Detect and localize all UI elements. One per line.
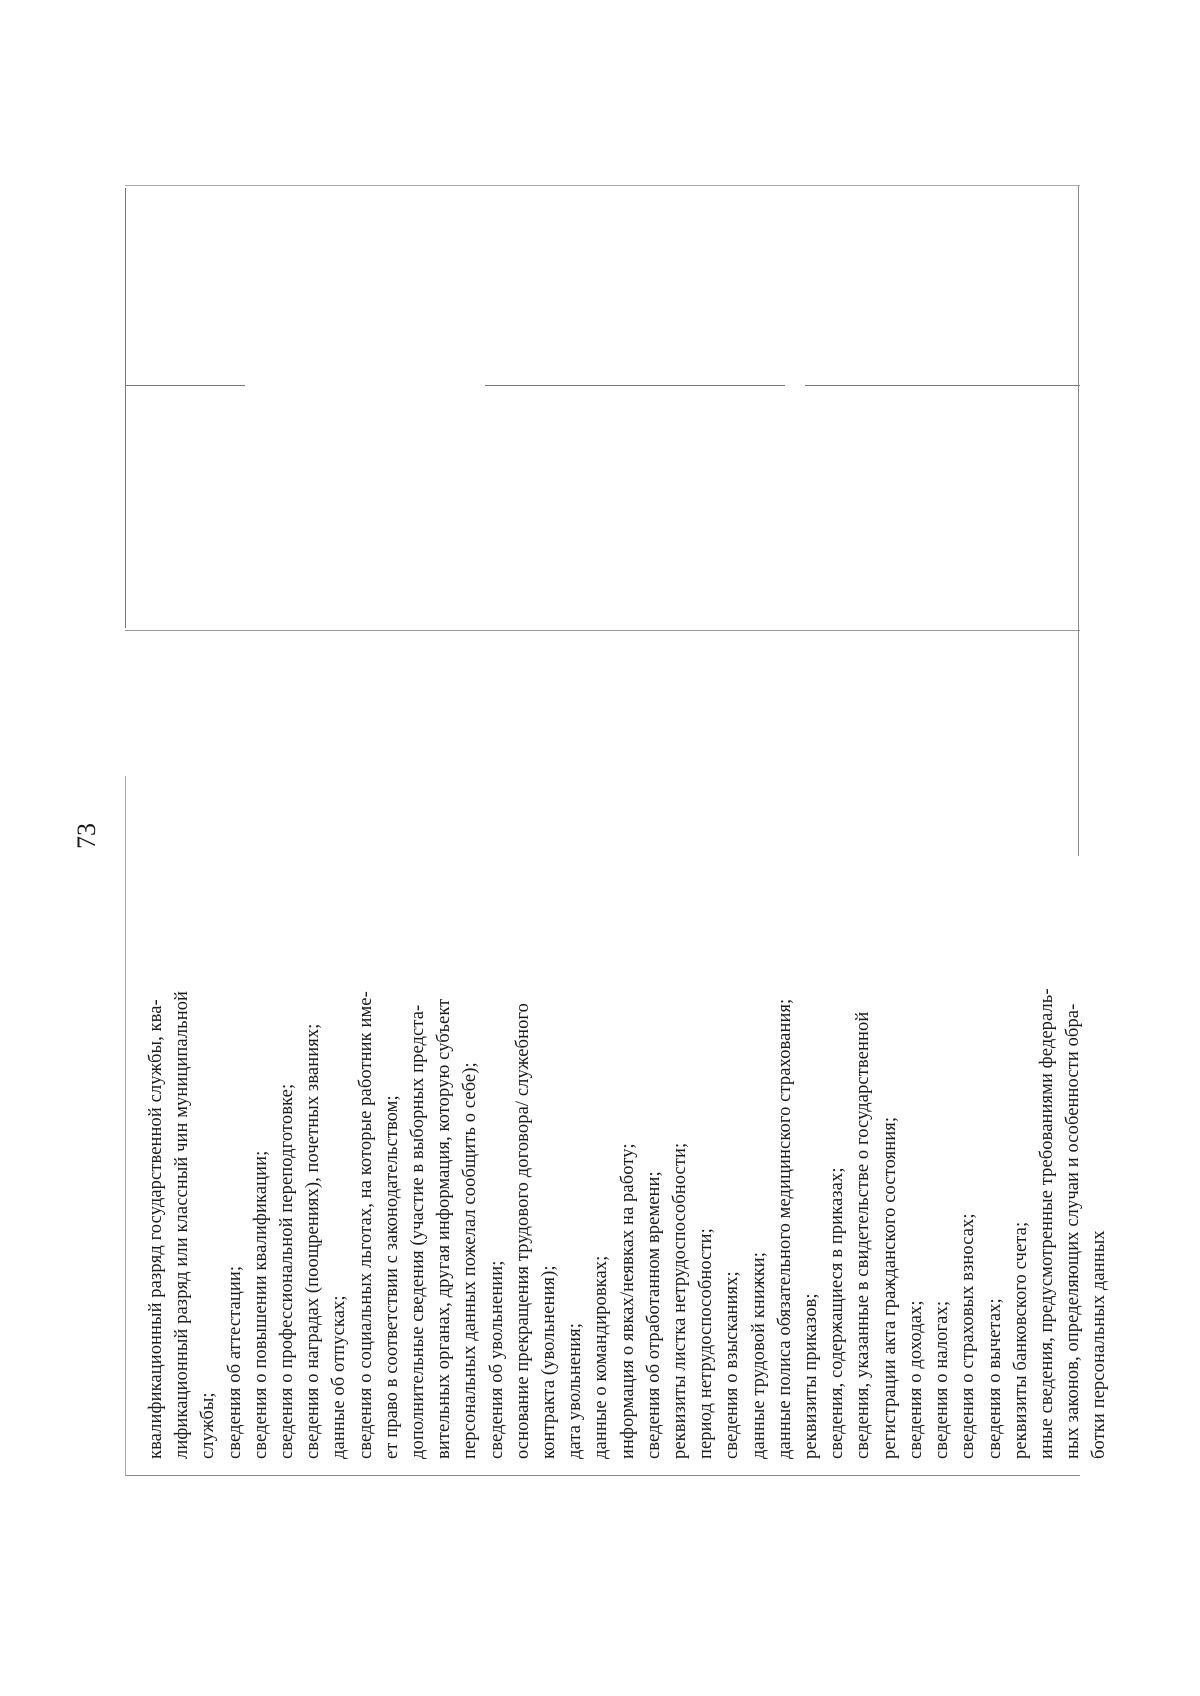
list-item: лификационный разряд или классный чин муниципальной [172, 990, 193, 1459]
list-item: службы; [198, 1392, 219, 1459]
list-item: персональных данных пожелал сообщить о себе); [460, 1062, 481, 1459]
list-item: дополнительные сведения (участие в выборных предста- [408, 1004, 429, 1459]
list-item: период нетрудоспособности; [696, 1228, 717, 1459]
list-item: ет право в соответствии с законодательством; [381, 1095, 402, 1459]
list-item: сведения о взысканиях; [722, 1271, 743, 1459]
personal-data-list-column [125, 630, 1110, 1476]
list-item: сведения о доходах; [905, 1300, 926, 1459]
list-item: дата увольнения; [565, 1323, 586, 1459]
list-item: сведения об отработанном времени; [643, 1171, 664, 1459]
list-item: контракта (увольнения); [539, 1265, 560, 1459]
list-item: данные трудовой книжки; [748, 1251, 769, 1459]
list-item: квалификационный разряд государственной службы, ква- [146, 999, 166, 1459]
list-item: сведения об увольнении; [486, 1260, 507, 1459]
list-item: реквизиты банковского счета; [1010, 1221, 1031, 1459]
table-bottom-border [1078, 186, 1079, 856]
list-item: сведения о вычетах; [984, 1298, 1005, 1459]
page-number: 73 [72, 823, 101, 849]
list-item: реквизиты приказов; [801, 1293, 822, 1459]
list-item: сведения о профессиональной переподготовке; [277, 1083, 298, 1459]
list-item: вительных органах, другая информация, которую субъект [434, 998, 455, 1459]
personal-data-list [125, 630, 1113, 1475]
list-item: сведения о страховых взносах; [958, 1213, 979, 1459]
table-row-divider [125, 776, 126, 1476]
list-item: информация о явках/неявках на работу; [617, 1143, 638, 1459]
list-item: данные об отпусках; [329, 1295, 350, 1459]
list-item: ботки персональных данных [1089, 1230, 1110, 1459]
list-item: иные сведения, предусмотренные требованиями федераль- [1036, 988, 1057, 1459]
list-item: регистрации акта гражданского состояния; [879, 1116, 900, 1459]
data-table [125, 186, 1110, 1476]
list-item: сведения о налогах; [932, 1300, 953, 1459]
empty-column-basis [125, 186, 1080, 385]
list-item: данные полиса обязательного медицинского страхования; [774, 998, 795, 1459]
empty-column-purpose [125, 386, 1080, 630]
list-item: сведения, содержащиеся в приказах; [827, 1167, 848, 1459]
table-column-divider [125, 630, 1080, 631]
list-item: сведения о наградах (поощрениях), почетных званиях; [303, 1023, 324, 1459]
list-item: ных законов, определяющих случаи и особенности обра- [1063, 1003, 1084, 1459]
list-item: реквизиты листка нетрудоспособности; [670, 1142, 691, 1459]
list-item: сведения, указанные в свидетельстве о государственной [853, 1011, 874, 1459]
list-item: сведения о повышении квалификации; [250, 1150, 271, 1459]
list-item: сведения о социальных льготах, на которые работник име- [355, 991, 376, 1459]
list-item: данные о командировках; [591, 1255, 612, 1459]
list-item: сведения об аттестации; [224, 1265, 245, 1459]
list-item: основание прекращения трудового договора/ служебного [512, 1002, 533, 1459]
